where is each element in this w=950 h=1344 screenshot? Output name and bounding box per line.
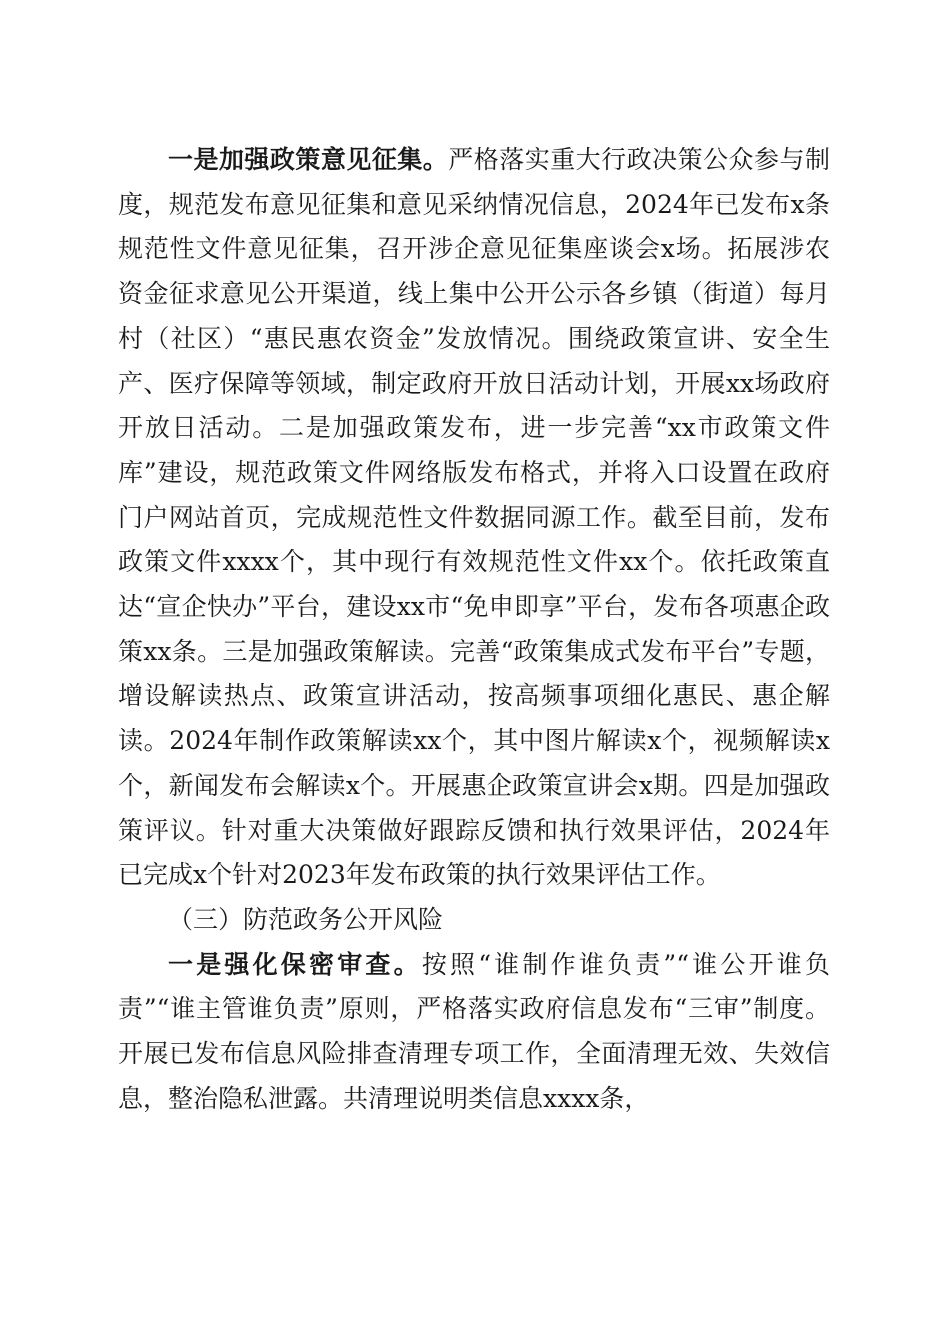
paragraph-body-confidentiality: 按照“谁制作谁负责”“谁公开谁负责”“谁主管谁负责”原则，严格落实政府信息发布“三审”制度。开展已发布信息风险排查清理专项工作，全面清理无效、失效信息，整治隐私泄露。共清理说明类信息xxxx条， (118, 949, 830, 1113)
paragraph-lead-policy-consultation: 一是加强政策意见征集。 (168, 145, 449, 174)
section-heading-risk-prevention: （三）防范政务公开风险 (168, 904, 444, 934)
paragraph-confidentiality-review (118, 943, 830, 1122)
paragraph-lead-confidentiality: 一是强化保密审查。 (168, 949, 422, 979)
paragraph-body-policy-work: 严格落实重大行政决策公众参与制度，规范发布意见征集和意见采纳情况信息，2024年已发布x条规范性文件意见征集，召开涉企意见征集座谈会x场。拓展涉农资金征求意见公开渠道，线上集中公开公示各乡镇（街道）每月村（社区）“惠民惠农资金”发放情况。围绕政策宣讲、安全生产、医疗保障等领域，制定政府开放日活动计划，开展xx场政府开放日活动。二是加强政策发布，进一步完善“xx市政策文件库”建设，规范政策文件网络版发布格式，并将入口设置在政府门户网站首页，完成规范性文件数据同源工作。截至目前，发布政策文件xxxx个，其中现行有效规范性文件xx个。依托政策直达“宣企快办”平台，建设xx市“免申即享”平台，发布各项惠企政策xx条。三是加强政策解读。完善“政策集成式发布平台”专题，增设解读热点、政策宣讲活动，按高频事项细化惠民、惠企解读。2024年制作政策解读xx个，其中图片解读x个，视频解读x个，新闻发布会解读x个。开展惠企政策宣讲会x期。四是加强政策评议。针对重大决策做好跟踪反馈和执行效果评估，2024年已完成x个针对2023年发布政策的执行效果评估工作。 (118, 145, 830, 890)
paragraph-policy-work (118, 138, 830, 898)
document-body (118, 138, 830, 1121)
